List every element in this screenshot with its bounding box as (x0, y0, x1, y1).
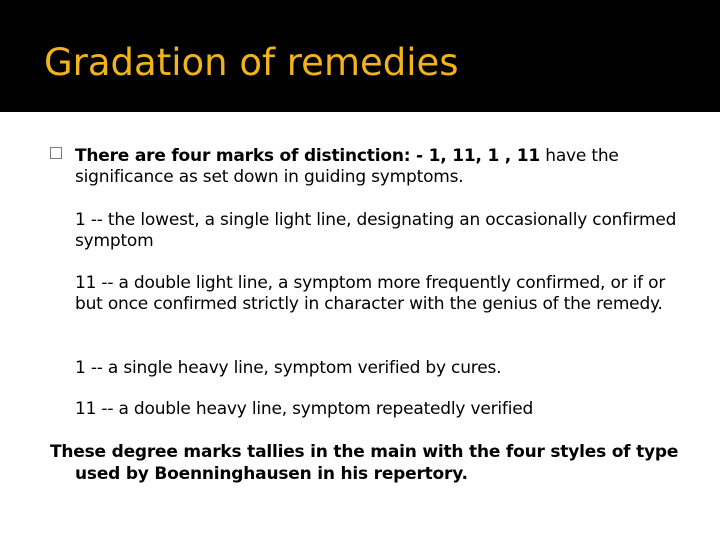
closing-paragraph: These degree marks tallies in the main with the four styles of type used by Boenninghausen in his repertory. (50, 442, 679, 484)
intro-rest: have the significance as set down in guiding symptoms. (75, 146, 619, 187)
empty-square-icon (50, 147, 62, 159)
intro-lead: There are four marks of distinction: - 1, 11, 1 , 11 (75, 146, 541, 166)
intro-paragraph (75, 146, 695, 188)
mark-double-heavy: 11 -- a double heavy line, symptom repeatedly verified (75, 399, 534, 419)
slide-title: Gradation of remedies (44, 41, 459, 84)
mark-single-heavy: 1 -- a single heavy line, symptom verified by cures. (75, 358, 502, 378)
mark-single-light: 1 -- the lowest, a single light line, designating an occasionally confirmed symptom (75, 210, 677, 251)
mark-double-light: 11 -- a double light line, a symptom more frequently confirmed, or if or but once confirmed strictly in character with the genius of the remedy. (75, 273, 666, 314)
